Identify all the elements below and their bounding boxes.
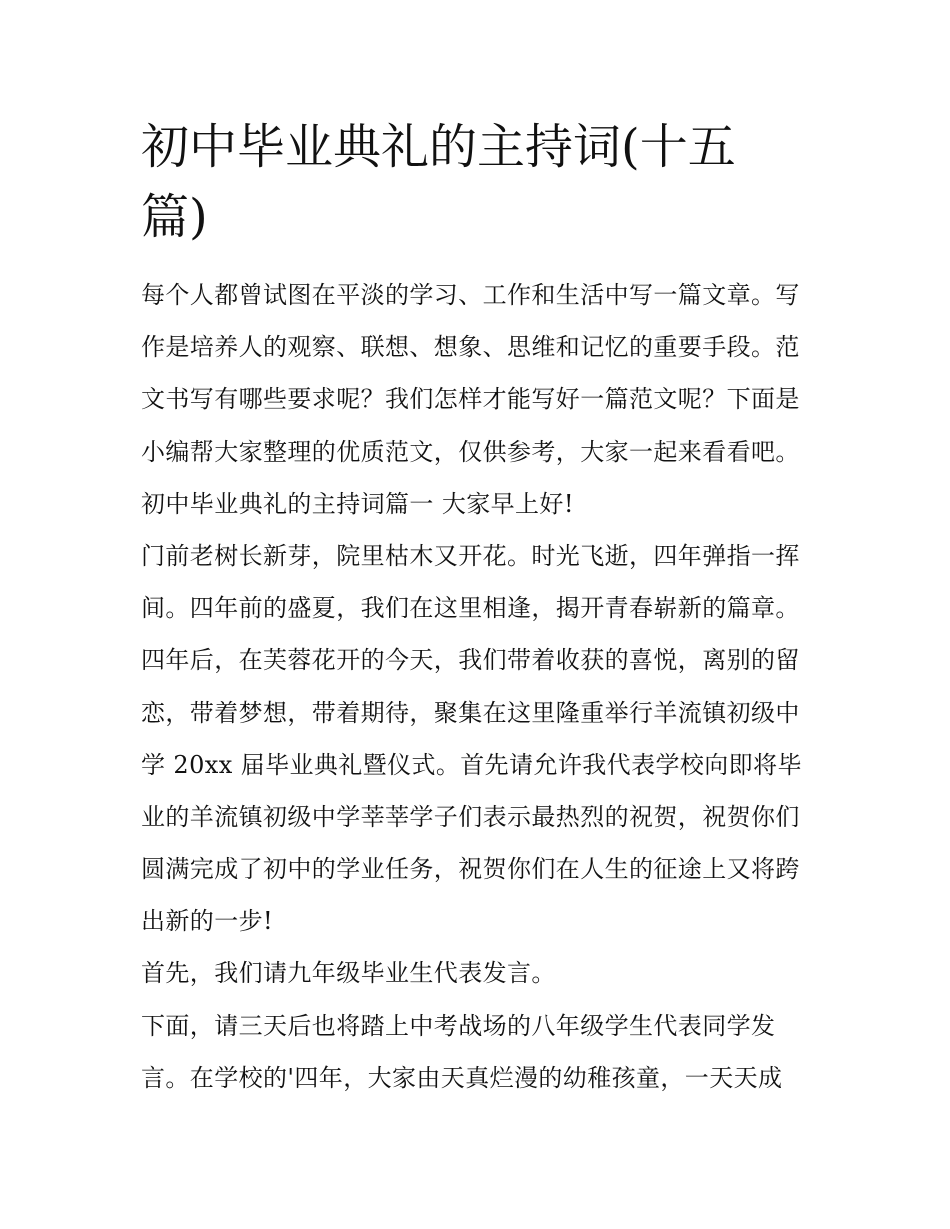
body-line: 言。在学校的'四年，大家由天真烂漫的幼稚孩童，一天天成 (141, 1063, 783, 1092)
body-line: 每个人都曾试图在平淡的学习、工作和生活中写一篇文章。写 (141, 281, 800, 309)
body-line: 出新的一步! (141, 907, 274, 936)
body-line: 小编帮大家整理的优质范文，仅供参考，大家一起来看看吧。 (141, 437, 800, 466)
title-line: 篇) (141, 189, 208, 245)
body-line: 业的羊流镇初级中学莘莘学子们表示最热烈的祝贺，祝贺你们 (141, 802, 800, 831)
body-line: 圆满完成了初中的学业任务，祝贺你们在人生的征途上又将跨 (141, 855, 800, 884)
title-line: 初中毕业典礼的主持词(十五 (141, 119, 736, 175)
body-line: 作是培养人的观察、联想、想象、思维和记忆的重要手段。范 (141, 333, 800, 362)
body-line: 间。四年前的盛夏，我们在这里相逢，揭开青春崭新的篇章。 (141, 594, 800, 623)
document-content (141, 112, 813, 1115)
body-line: 下面，请三天后也将踏上中考战场的八年级学生代表同学发 (141, 1011, 776, 1040)
section-heading-line: 初中毕业典礼的主持词篇一 大家早上好! (141, 489, 574, 518)
body-line: 门前老树长新芽，院里枯木又开花。时光飞逝，四年弹指一挥 (141, 541, 800, 570)
body-line: 学 20xx 届毕业典礼暨仪式。首先请允许我代表学校向即将毕 (141, 750, 802, 779)
document-body (141, 280, 813, 1115)
document-title (141, 112, 813, 252)
body-line: 文书写有哪些要求呢？我们怎样才能写好一篇范文呢？下面是 (141, 385, 800, 414)
body-line: 首先，我们请九年级毕业生代表发言。 (141, 959, 556, 988)
body-line: 四年后，在芙蓉花开的今天，我们带着收获的喜悦，离别的留 (141, 646, 800, 675)
body-line: 恋，带着梦想，带着期待，聚集在这里隆重举行羊流镇初级中 (141, 698, 800, 727)
